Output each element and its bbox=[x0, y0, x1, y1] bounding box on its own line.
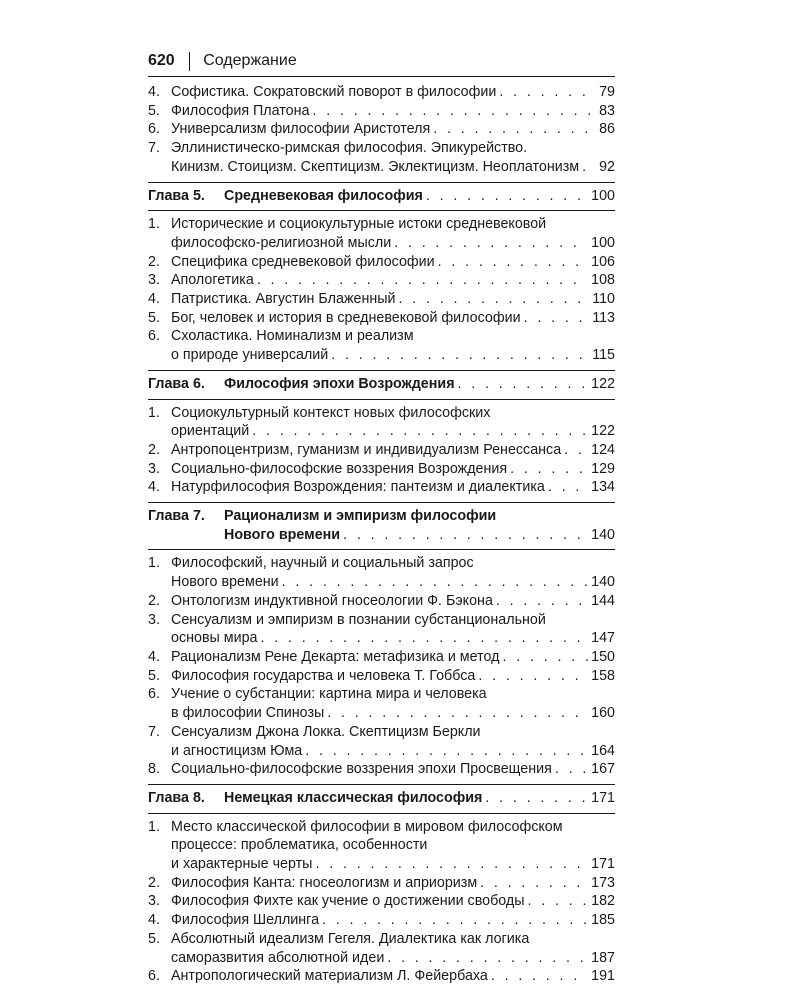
toc-section-entry[interactable] bbox=[148, 967, 615, 986]
section-divider bbox=[148, 399, 615, 400]
page-number-ref: 124 bbox=[591, 441, 615, 458]
entry-text bbox=[171, 667, 615, 686]
toc-chapter-entry[interactable] bbox=[148, 789, 615, 808]
entry-text bbox=[171, 592, 615, 611]
section-number: 6. bbox=[148, 968, 160, 985]
page-number-ref: 147 bbox=[591, 630, 615, 647]
entry-text bbox=[171, 215, 615, 252]
entry-title: Кинизм. Стоицизм. Скептицизм. Эклектицизм. Неоплатонизм bbox=[171, 158, 580, 175]
section-number: 4. bbox=[148, 84, 160, 100]
entry-text bbox=[171, 685, 615, 722]
section-divider bbox=[148, 784, 615, 785]
entry-title: Апологетика bbox=[171, 272, 254, 289]
page-number-ref: 134 bbox=[591, 479, 615, 496]
toc-section-entry[interactable] bbox=[148, 723, 615, 760]
entry-title-line bbox=[171, 327, 615, 346]
dot-leader bbox=[257, 271, 588, 290]
page-number-ref: 100 bbox=[591, 234, 615, 251]
entry-title: Немецкая классическая философия bbox=[224, 789, 483, 806]
chapter-label: Глава 5. bbox=[148, 187, 205, 204]
dot-leader bbox=[510, 460, 588, 479]
entry-text bbox=[224, 375, 615, 394]
entry-title-line bbox=[171, 760, 615, 779]
section-divider bbox=[148, 370, 615, 371]
page-number-ref: 140 bbox=[591, 574, 615, 591]
page-number-ref: 187 bbox=[591, 949, 615, 966]
toc-chapter-entry[interactable] bbox=[148, 375, 615, 394]
entry-title: Патристика. Августин Блаженный bbox=[171, 291, 396, 308]
dot-leader bbox=[496, 592, 588, 611]
entry-title: и характерные черты bbox=[171, 856, 313, 873]
dot-leader bbox=[480, 874, 588, 893]
section-number: 2. bbox=[148, 592, 160, 609]
entry-title: Нового времени bbox=[171, 574, 279, 591]
entry-text bbox=[171, 930, 615, 967]
entry-title-line bbox=[171, 592, 615, 611]
section-divider bbox=[148, 502, 615, 503]
entry-title-line bbox=[171, 120, 615, 139]
page-number-ref: 129 bbox=[591, 460, 615, 477]
entry-title: Рационализм и эмпиризм философии bbox=[224, 508, 497, 525]
page-number-ref: 79 bbox=[599, 84, 615, 100]
dot-leader bbox=[524, 309, 590, 328]
chapter-label: Глава 8. bbox=[148, 789, 205, 806]
entry-title-line bbox=[171, 422, 615, 441]
toc-section-entry[interactable] bbox=[148, 120, 615, 139]
dot-leader bbox=[491, 967, 588, 986]
page-number-ref: 160 bbox=[591, 705, 615, 722]
toc-section-entry[interactable] bbox=[148, 271, 615, 290]
page-number-ref: 122 bbox=[591, 375, 615, 392]
section-number: 4. bbox=[148, 479, 160, 496]
section-number: 2. bbox=[148, 441, 160, 458]
page-number-ref: 167 bbox=[591, 761, 615, 778]
dot-leader bbox=[564, 441, 588, 460]
entry-title-line bbox=[224, 375, 615, 394]
dot-leader bbox=[394, 234, 588, 253]
entry-text bbox=[171, 648, 615, 667]
entry-text bbox=[224, 789, 615, 808]
toc-section-entry[interactable] bbox=[148, 102, 615, 121]
toc-section-entry[interactable] bbox=[148, 290, 615, 309]
section-number: 1. bbox=[148, 818, 160, 835]
entry-title: Сенсуализм Джона Локка. Скептицизм Беркли bbox=[171, 723, 481, 740]
section-number: 2. bbox=[148, 253, 160, 270]
entry-title: Социокультурный контекст новых философских bbox=[171, 404, 491, 421]
entry-title-line bbox=[171, 892, 615, 911]
entry-title-line bbox=[171, 611, 615, 630]
toc-section-entry[interactable] bbox=[148, 404, 615, 441]
entry-title: в философии Спинозы bbox=[171, 705, 325, 722]
page-number-ref: 110 bbox=[592, 291, 615, 308]
entry-title-line bbox=[171, 460, 615, 479]
entry-title: Специфика средневековой философии bbox=[171, 253, 435, 270]
entry-title-line bbox=[171, 949, 615, 968]
entry-title: и агностицизм Юма bbox=[171, 742, 303, 759]
section-number: 3. bbox=[148, 272, 160, 289]
entry-title-line bbox=[171, 158, 615, 177]
page-number-ref: 113 bbox=[592, 309, 615, 326]
toc-section-entry[interactable] bbox=[148, 760, 615, 779]
entry-title-line bbox=[171, 290, 615, 309]
entry-text bbox=[171, 892, 615, 911]
entry-title: процессе: проблематика, особенности bbox=[171, 837, 428, 854]
section-number: 1. bbox=[148, 216, 160, 233]
page-number-ref: 150 bbox=[591, 648, 615, 665]
dot-leader bbox=[327, 704, 588, 723]
section-number: 4. bbox=[148, 912, 160, 929]
header-separator bbox=[189, 52, 191, 71]
dot-leader bbox=[548, 478, 588, 497]
section-number: 3. bbox=[148, 611, 160, 628]
section-number: 1. bbox=[148, 555, 160, 572]
dot-leader bbox=[252, 422, 588, 441]
toc-section-entry[interactable] bbox=[148, 253, 615, 272]
toc-section-entry[interactable] bbox=[148, 441, 615, 460]
entry-title: Философия Шеллинга bbox=[171, 912, 320, 929]
entry-title-line bbox=[171, 704, 615, 723]
dot-leader bbox=[282, 573, 588, 592]
entry-title: Социально-философские воззрения эпохи Просвещения bbox=[171, 761, 552, 778]
entry-title-line bbox=[171, 83, 615, 102]
page-number-ref: 86 bbox=[599, 121, 615, 138]
entry-title: Бог, человек и история в средневековой философии bbox=[171, 309, 521, 326]
section-number: 3. bbox=[148, 460, 160, 477]
entry-text bbox=[171, 967, 615, 986]
header-rule bbox=[148, 76, 615, 77]
entry-text bbox=[171, 102, 615, 121]
entry-title-line bbox=[171, 441, 615, 460]
entry-text bbox=[171, 309, 615, 328]
chapter-label: Глава 6. bbox=[148, 375, 205, 392]
entry-text bbox=[171, 874, 615, 893]
section-number: 3. bbox=[148, 893, 160, 910]
entry-text bbox=[171, 271, 615, 290]
toc-section-entry[interactable] bbox=[148, 685, 615, 722]
toc-section-entry[interactable] bbox=[148, 930, 615, 967]
entry-text bbox=[171, 327, 615, 364]
section-number: 5. bbox=[148, 667, 160, 684]
toc-section-entry[interactable] bbox=[148, 874, 615, 893]
entry-title: Философский, научный и социальный запрос bbox=[171, 555, 474, 572]
entry-title-line bbox=[171, 818, 615, 837]
entry-title-line bbox=[171, 554, 615, 573]
page-number-ref: 158 bbox=[591, 667, 615, 684]
entry-text bbox=[171, 139, 615, 176]
toc-section-entry[interactable] bbox=[148, 83, 615, 102]
entry-text bbox=[171, 441, 615, 460]
entry-title-line bbox=[171, 723, 615, 742]
page-number-ref: 171 bbox=[591, 856, 615, 873]
entry-text bbox=[171, 554, 615, 591]
dot-leader bbox=[582, 158, 596, 177]
section-divider bbox=[148, 210, 615, 211]
page-number-ref: 122 bbox=[591, 423, 615, 440]
dot-leader bbox=[478, 667, 588, 686]
entry-title: Универсализм философии Аристотеля bbox=[171, 121, 431, 138]
section-number: 7. bbox=[148, 140, 160, 157]
toc-section-entry[interactable] bbox=[148, 818, 615, 874]
entry-title-line bbox=[224, 187, 615, 206]
entry-title-line bbox=[171, 648, 615, 667]
entry-title: Сенсуализм и эмпиризм в познании субстанциональной bbox=[171, 611, 546, 628]
entry-title-line bbox=[171, 667, 615, 686]
entry-title-line bbox=[171, 855, 615, 874]
entry-title: ориентаций bbox=[171, 423, 250, 440]
dot-leader bbox=[555, 760, 588, 779]
section-number: 8. bbox=[148, 761, 160, 778]
page-number-ref: 140 bbox=[591, 526, 615, 543]
entry-title-line bbox=[171, 346, 615, 365]
dot-leader bbox=[387, 949, 588, 968]
toc-section-entry[interactable] bbox=[148, 309, 615, 328]
entry-title-line bbox=[224, 789, 615, 808]
section-number: 4. bbox=[148, 648, 160, 665]
page-number-ref: 191 bbox=[591, 968, 615, 985]
entry-title: Учение о субстанции: картина мира и человека bbox=[171, 686, 487, 703]
entry-title: основы мира bbox=[171, 630, 258, 647]
page-number-ref: 83 bbox=[599, 102, 615, 119]
entry-title-line bbox=[171, 685, 615, 704]
toc-section-entry[interactable] bbox=[148, 611, 615, 648]
entry-text bbox=[171, 760, 615, 779]
entry-title-line bbox=[171, 253, 615, 272]
toc-section-entry[interactable] bbox=[148, 478, 615, 497]
page-header bbox=[148, 48, 615, 74]
entry-title: Антропологический материализм Л. Фейербаха bbox=[171, 968, 488, 985]
page-number-ref: 100 bbox=[591, 187, 615, 204]
entry-title-line bbox=[171, 478, 615, 497]
entry-title-line bbox=[171, 309, 615, 328]
section-divider bbox=[148, 549, 615, 550]
entry-title-line bbox=[171, 911, 615, 930]
entry-text bbox=[171, 404, 615, 441]
entry-title: Место классической философии в мировом философском bbox=[171, 818, 563, 835]
entry-text bbox=[171, 460, 615, 479]
toc-section-entry[interactable] bbox=[148, 215, 615, 252]
section-divider bbox=[148, 813, 615, 814]
section-divider bbox=[148, 182, 615, 183]
page-number-ref: 106 bbox=[591, 253, 615, 270]
dot-leader bbox=[426, 187, 588, 206]
section-number: 5. bbox=[148, 102, 160, 119]
entry-title-line bbox=[171, 102, 615, 121]
entry-title: Философия Платона bbox=[171, 102, 310, 119]
dot-leader bbox=[433, 120, 596, 139]
entry-text bbox=[171, 723, 615, 760]
toc-section-entry[interactable] bbox=[148, 592, 615, 611]
entry-text bbox=[171, 911, 615, 930]
entry-text bbox=[171, 290, 615, 309]
dot-leader bbox=[261, 629, 589, 648]
dot-leader bbox=[502, 648, 588, 667]
page-number-ref: 92 bbox=[599, 158, 615, 175]
page-number-ref: 164 bbox=[591, 742, 615, 759]
page-number-ref: 108 bbox=[591, 272, 615, 289]
entry-title-line bbox=[171, 874, 615, 893]
chapter-label: Глава 7. bbox=[148, 508, 205, 525]
toc-section-entry[interactable] bbox=[148, 667, 615, 686]
entry-title-line bbox=[171, 215, 615, 234]
entry-title: Рационализм Рене Декарта: метафизика и метод bbox=[171, 648, 500, 665]
dot-leader bbox=[305, 742, 588, 761]
toc-chapter-entry[interactable] bbox=[148, 187, 615, 206]
entry-title: о природе универсалий bbox=[171, 347, 329, 364]
entry-title-line bbox=[171, 234, 615, 253]
section-number: 7. bbox=[148, 723, 160, 740]
page-number-ref: 144 bbox=[591, 592, 615, 609]
entry-title: Философия государства и человека Т. Гоббса bbox=[171, 667, 476, 684]
dot-leader bbox=[315, 855, 588, 874]
entry-title: Антропоцентризм, гуманизм и индивидуализм Ренессанса bbox=[171, 441, 562, 458]
dot-leader bbox=[485, 789, 588, 808]
entry-text bbox=[171, 253, 615, 272]
dot-leader bbox=[331, 346, 589, 365]
entry-title: философско-религиозной мысли bbox=[171, 234, 392, 251]
section-number: 5. bbox=[148, 930, 160, 947]
entry-text bbox=[171, 120, 615, 139]
entry-text bbox=[171, 611, 615, 648]
entry-title-line bbox=[224, 526, 615, 545]
section-number: 2. bbox=[148, 874, 160, 891]
entry-title-line bbox=[171, 967, 615, 986]
entry-text bbox=[224, 187, 615, 206]
entry-title: Онтологизм индуктивной гносеологии Ф. Бэкона bbox=[171, 592, 493, 609]
entry-title: Средневековая философия bbox=[224, 187, 423, 204]
dot-leader bbox=[343, 526, 588, 545]
entry-text bbox=[171, 83, 615, 102]
section-number: 6. bbox=[148, 121, 160, 138]
page-number-ref: 171 bbox=[591, 789, 615, 806]
running-title: Содержание bbox=[203, 52, 297, 69]
toc-section-entry[interactable] bbox=[148, 460, 615, 479]
entry-title-line bbox=[171, 836, 615, 855]
dot-leader bbox=[458, 375, 589, 394]
entry-title: Социально-философские воззрения Возрождения bbox=[171, 460, 508, 477]
dot-leader bbox=[438, 253, 588, 272]
page-number-ref: 115 bbox=[592, 347, 615, 364]
entry-title: Философия Фихте как учение о достижении свободы bbox=[171, 893, 525, 910]
dot-leader bbox=[312, 102, 596, 121]
entry-title: Нового времени bbox=[224, 526, 341, 543]
section-number: 4. bbox=[148, 291, 160, 308]
dot-leader bbox=[499, 83, 596, 102]
entry-text bbox=[171, 478, 615, 497]
entry-title: Исторические и социокультурные истоки средневековой bbox=[171, 216, 547, 233]
entry-title: Натурфилософия Возрождения: пантеизм и диалектика bbox=[171, 479, 545, 496]
entry-title-line bbox=[171, 629, 615, 648]
entry-title-line bbox=[171, 573, 615, 592]
toc-section-entry[interactable] bbox=[148, 139, 615, 176]
entry-title: Философия эпохи Возрождения bbox=[224, 375, 455, 392]
dot-leader bbox=[399, 290, 590, 309]
toc-section-entry[interactable] bbox=[148, 892, 615, 911]
toc-chapter-entry[interactable] bbox=[148, 507, 615, 544]
toc-section-entry[interactable] bbox=[148, 911, 615, 930]
entry-title: Философия Канта: гносеологизм и априоризм bbox=[171, 874, 478, 891]
page-number-ref: 173 bbox=[591, 874, 615, 891]
entry-title: саморазвития абсолютной идеи bbox=[171, 949, 385, 966]
entry-title-line bbox=[171, 742, 615, 761]
entry-title-line bbox=[171, 139, 615, 158]
entry-text bbox=[224, 507, 615, 544]
entry-title: Абсолютный идеализм Гегеля. Диалектика как логика bbox=[171, 930, 530, 947]
entry-title-line bbox=[171, 930, 615, 949]
entry-text bbox=[171, 818, 615, 874]
toc-section-entry[interactable] bbox=[148, 327, 615, 364]
section-number: 1. bbox=[148, 404, 160, 421]
dot-leader bbox=[322, 911, 588, 930]
section-number: 6. bbox=[148, 328, 160, 345]
entry-title: Эллинистическо-римская философия. Эпикурейство. bbox=[171, 140, 528, 157]
section-number: 5. bbox=[148, 309, 160, 326]
entry-title: Схоластика. Номинализм и реализм bbox=[171, 328, 414, 345]
entry-title-line bbox=[171, 271, 615, 290]
toc-section-entry[interactable] bbox=[148, 554, 615, 591]
dot-leader bbox=[528, 892, 589, 911]
page-number: 620 bbox=[148, 52, 175, 69]
entry-title-line bbox=[171, 404, 615, 423]
toc-section-entry[interactable] bbox=[148, 648, 615, 667]
section-number: 6. bbox=[148, 686, 160, 703]
table-of-contents bbox=[148, 83, 615, 986]
page-number-ref: 182 bbox=[591, 893, 615, 910]
entry-title-line bbox=[224, 507, 615, 526]
page-number-ref: 185 bbox=[591, 912, 615, 929]
entry-title: Софистика. Сократовский поворот в философии bbox=[171, 84, 497, 100]
